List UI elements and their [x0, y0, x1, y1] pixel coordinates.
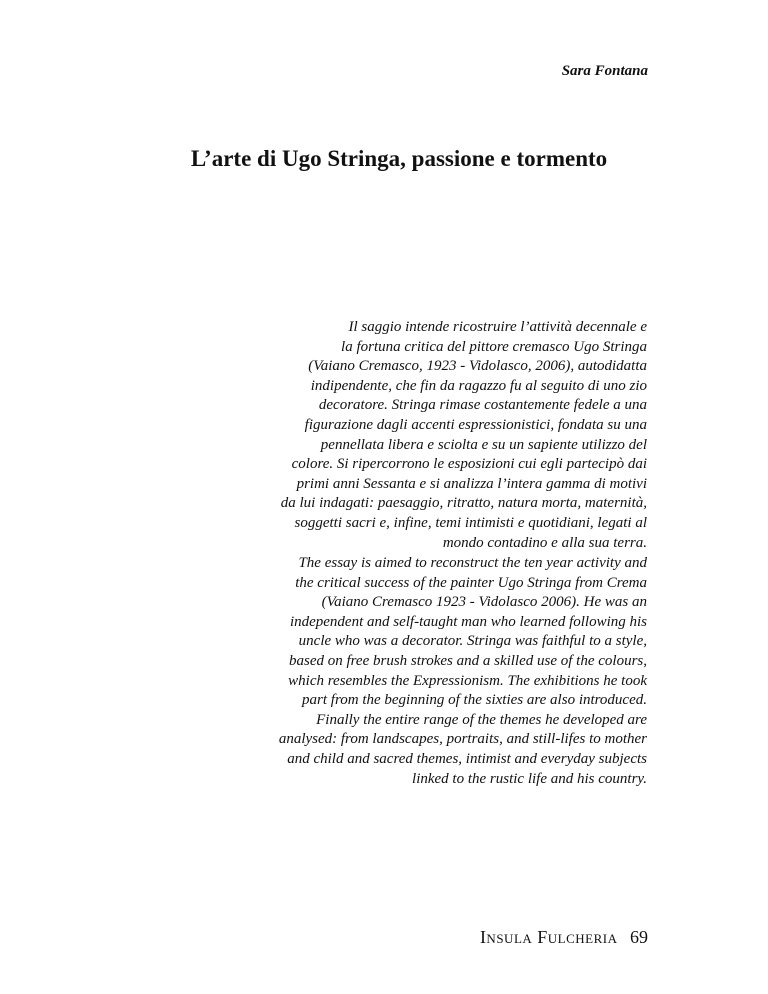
- abstract-line: figurazione dagli accenti espressionistici, fondata su una: [304, 416, 647, 433]
- abstract-line: la fortuna critica del pittore cremasco Ugo Stringa: [341, 338, 647, 355]
- abstract-line: colore. Si ripercorrono le esposizioni cui egli partecipò dai: [291, 456, 647, 473]
- abstract-line: indipendente, che fin da ragazzo fu al seguito di uno zio: [310, 377, 647, 394]
- abstract-line: the critical success of the painter Ugo Stringa from Crema: [295, 574, 647, 591]
- abstract-line: primi anni Sessanta e si analizza l’intera gamma di motivi: [296, 475, 647, 492]
- abstract-line: The essay is aimed to reconstruct the ten year activity and: [298, 555, 647, 571]
- abstract-line: based on free brush strokes and a skilled use of the colours,: [288, 652, 647, 669]
- abstract-line: (Vaiano Cremasco 1923 - Vidolasco 2006). He was an: [321, 594, 647, 611]
- abstract-italian: [187, 318, 647, 553]
- journal-name: Insula Fulcheria: [479, 927, 618, 947]
- abstract-line: decoratore. Stringa rimase costantemente fedele a una: [318, 397, 647, 414]
- abstract-english: [187, 554, 647, 789]
- abstract-line: da lui indagati: paesaggio, ritratto, natura morta, maternità,: [280, 495, 647, 512]
- abstract-line: part from the beginning of the sixties are also introduced.: [302, 692, 647, 709]
- abstract-line: which resembles the Expressionism. The exhibitions he took: [288, 672, 647, 689]
- abstract-line: analysed: from landscapes, portraits, and still-lifes to mother: [278, 731, 647, 748]
- abstract-line: mondo contadino e alla sua terra.: [442, 534, 647, 551]
- page-number: 69: [630, 927, 648, 947]
- article-title: L’arte di Ugo Stringa, passione e tormento: [190, 146, 608, 171]
- abstract-line: (Vaiano Cremasco, 1923 - Vidolasco, 2006), autodidatta: [308, 358, 647, 375]
- abstract-line: pennellata libera e sciolta e su un sapiente utilizzo del: [320, 436, 647, 453]
- abstract-line: independent and self-taught man who learned following his: [289, 613, 647, 630]
- abstract-line: uncle who was a decorator. Stringa was faithful to a style,: [298, 633, 647, 650]
- abstract-line: linked to the rustic life and his country.: [412, 770, 647, 787]
- page-footer: [480, 927, 648, 948]
- abstract-line: and child and sacred themes, intimist and everyday subjects: [287, 750, 647, 767]
- abstract-line: Finally the entire range of the themes he developed are: [316, 711, 647, 728]
- abstract-line: soggetti sacri e, infine, temi intimisti e quotidiani, legati al: [294, 514, 647, 531]
- abstract-line: Il saggio intende ricostruire l’attività decennale e: [348, 319, 647, 335]
- author-name: Sara Fontana: [561, 63, 648, 79]
